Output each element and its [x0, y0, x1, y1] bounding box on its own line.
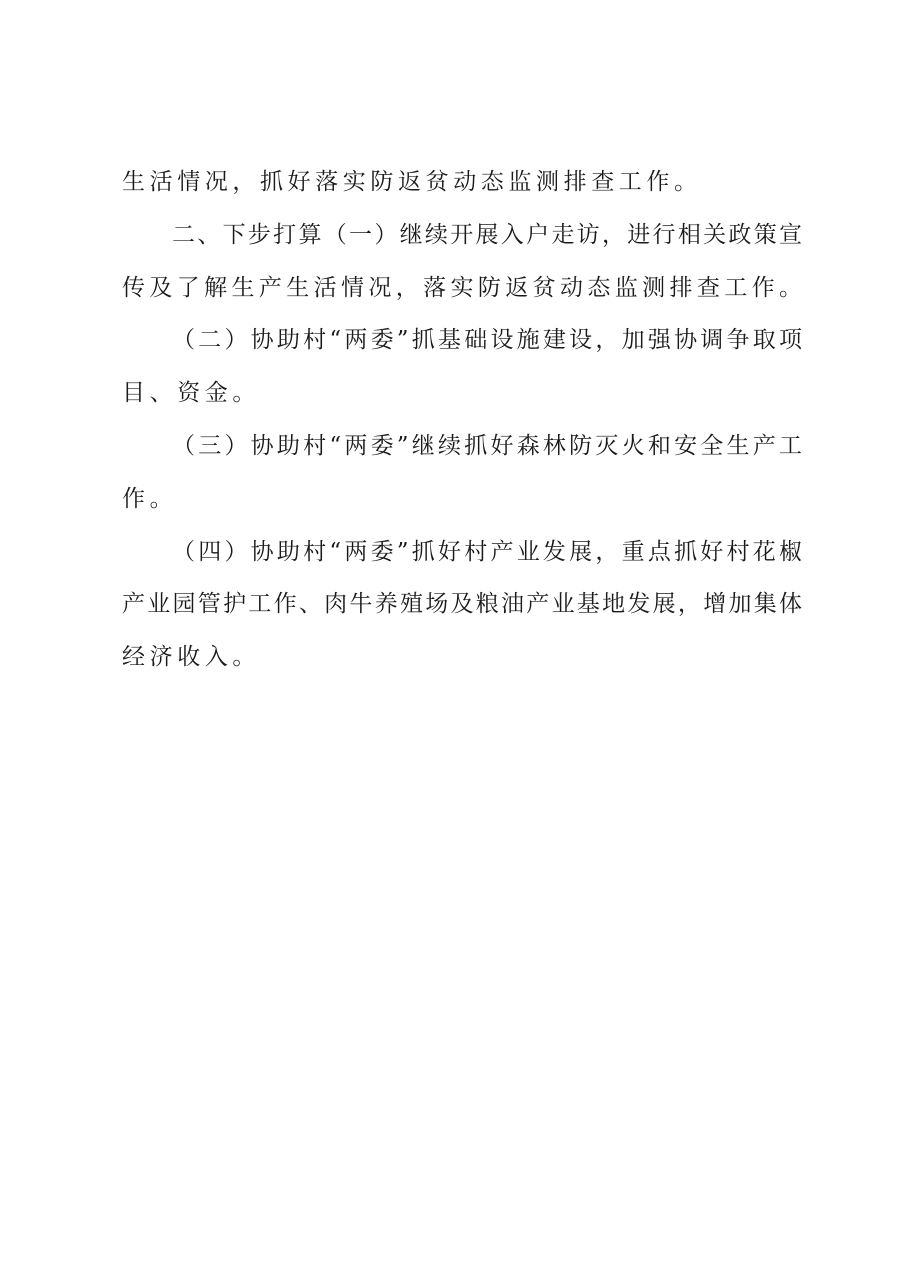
text-line-section-two-plan: 二、下步打算（一）继续开展入户走访，进行相关政策宣: [172, 221, 802, 248]
text-line-section-two-plan-cont: 传及了解生产生活情况，落实防返贫动态监测排查工作。: [122, 274, 802, 301]
text-line-item-four: （四）协助村“两委”抓好村产业发展，重点抓好村花椒: [172, 538, 802, 565]
text-line-item-three: （三）协助村“两委”继续抓好森林防灭火和安全生产工: [172, 432, 802, 459]
text-line-item-three-cont: 作。: [122, 485, 178, 512]
text-line-item-two-cont: 目、资金。: [122, 380, 260, 407]
text-line-item-two: （二）协助村“两委”抓基础设施建设，加强协调争取项: [172, 327, 802, 354]
text-line-continuation: 生活情况，抓好落实防返贫动态监测排查工作。: [122, 169, 702, 195]
text-line-item-four-end: 经济收入。: [122, 644, 260, 671]
text-line-item-four-cont: 产业园管护工作、肉牛养殖场及粮油产业基地发展，增加集体: [122, 591, 802, 618]
document-body: [122, 156, 802, 684]
